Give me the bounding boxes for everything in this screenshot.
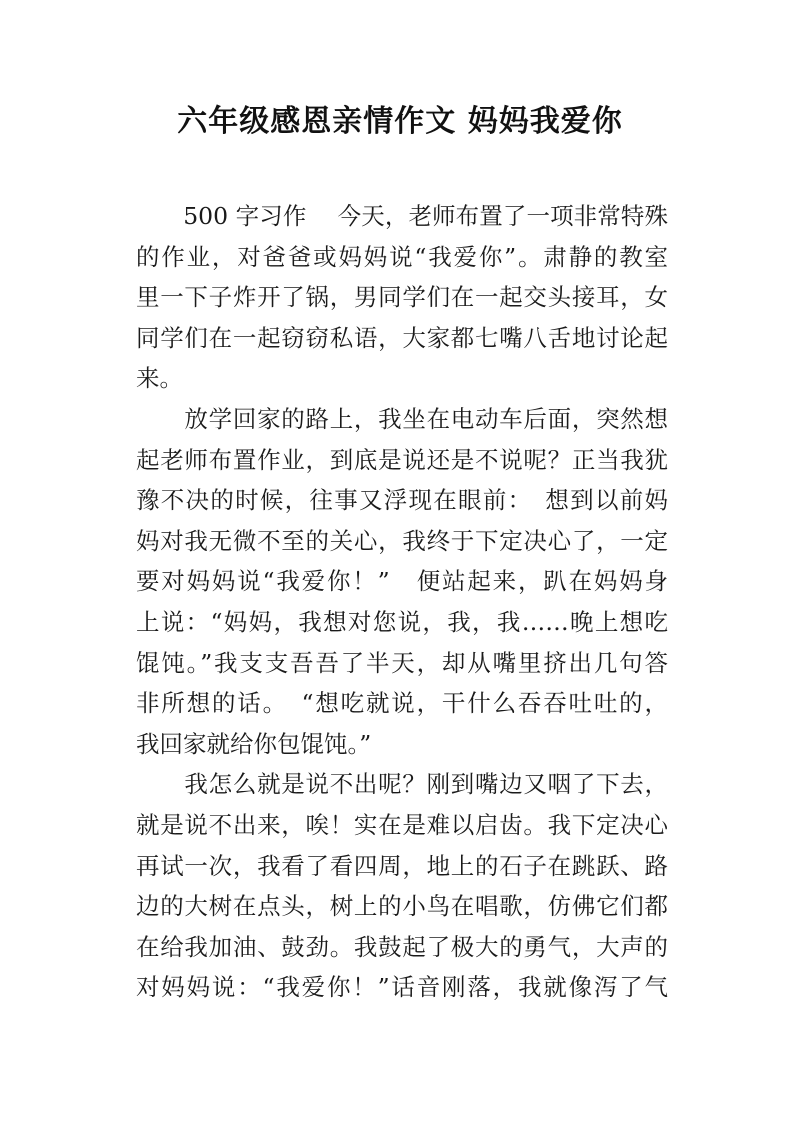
- text-line: 就是说不出来，唉！实在是难以启齿。我下定决心: [136, 810, 668, 839]
- text-line: 在给我加油、鼓劲。我鼓起了极大的勇气，大声的: [136, 932, 668, 961]
- text-line: 再试一次，我看了看四周，地上的石子在跳跃、路: [136, 851, 668, 880]
- text-line: 我回家就给你包馄饨。”: [136, 729, 372, 758]
- text-line: 我怎么就是说不出呢？刚到嘴边又咽了下去，: [136, 770, 668, 799]
- text-line: 500 字习作 今天，老师布置了一项非常特殊: [136, 202, 668, 230]
- essay-body: [136, 196, 668, 1008]
- text-line: 里一下子炸开了锅，男同学们在一起交头接耳，女: [136, 283, 668, 312]
- text-line: 要对妈妈说“我爱你！” 便站起来，趴在妈妈身: [136, 567, 668, 596]
- text-line: 放学回家的路上，我坐在电动车后面，突然想: [136, 404, 668, 433]
- text-line: 非所想的话。 “想吃就说，干什么吞吞吐吐的，: [136, 689, 668, 718]
- text-line: 起老师布置作业，到底是说还是不说呢？正当我犹: [136, 445, 668, 474]
- text-line: 边的大树在点头，树上的小鸟在唱歌，仿佛它们都: [136, 892, 668, 921]
- text-line: 来。: [136, 364, 183, 393]
- page-title: 六年级感恩亲情作文 妈妈我爱你: [177, 104, 623, 139]
- text-line: 对妈妈说：“我爱你！”话音刚落，我就像泻了气: [136, 973, 668, 1002]
- text-line: 同学们在一起窃窃私语，大家都七嘴八舌地讨论起: [136, 323, 668, 352]
- text-line: 馄饨。”我支支吾吾了半天，却从嘴里挤出几句答: [136, 648, 668, 677]
- text-line: 妈对我无微不至的关心，我终于下定决心了，一定: [136, 526, 668, 555]
- text-line: 上说：“妈妈，我想对您说，我，我……晚上想吃: [136, 607, 668, 636]
- text-line: 豫不决的时候，往事又浮现在眼前： 想到以前妈: [136, 486, 668, 515]
- text-line: 的作业，对爸爸或妈妈说“我爱你”。肃静的教室: [136, 242, 668, 271]
